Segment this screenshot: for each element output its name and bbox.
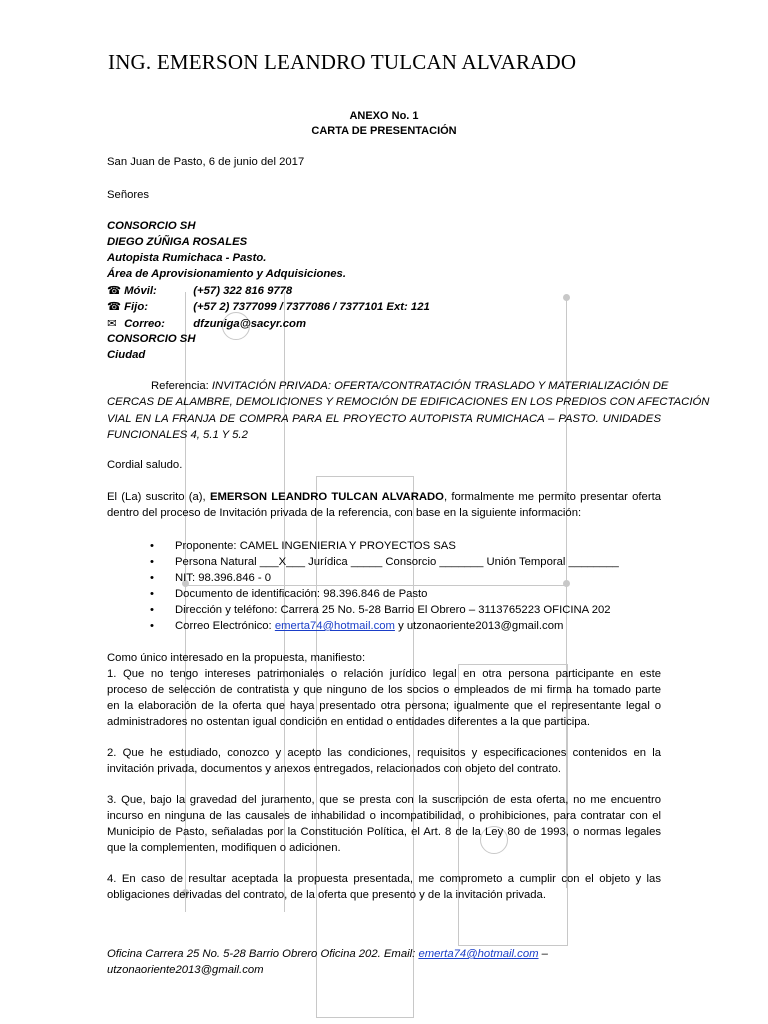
annex-title: CARTA DE PRESENTACIÓN [311, 125, 457, 137]
bullet-dot: • [150, 604, 154, 616]
paragraph-line: administradores no ostentan igual condición en entidad o entidades diferentes a la que participa. [107, 716, 590, 728]
recipient-person: DIEGO ZÚÑIGA ROSALES [107, 236, 248, 248]
phone-icon: ☎ [107, 285, 122, 297]
mobile-label: Móvil: [124, 285, 157, 297]
paragraph-line: 4. En caso de resultar aceptada la propuesta presentada, me comprometo a cumplir con el objeto y las [107, 873, 661, 885]
intro-line: dentro del proceso de Invitación privada de la referencia, con base en la siguiente información: [107, 507, 582, 519]
email-value: dfzuniga@sacyr.com [193, 318, 307, 330]
email-label: Correo: [124, 318, 165, 330]
statement-intro: Como único interesado en la propuesta, manifiesto: [107, 652, 366, 664]
list-item: Documento de identificación: 98.396.846 de Pasto [175, 588, 428, 600]
paragraph-line: en la elaboración de la oferta que haya presentado otra persona; igualmente que el representante legal o [107, 700, 661, 712]
bullet-dot: • [150, 620, 154, 632]
phone-icon: ☎ [107, 301, 122, 313]
footer-line-2: utzonaoriente2013@gmail.com [107, 964, 264, 976]
bullet-dot: • [150, 556, 154, 568]
footer-email-link[interactable]: emerta74@hotmail.com [418, 948, 539, 960]
proponent-name: EMERSON LEANDRO TULCAN ALVARADO [209, 491, 444, 503]
list-item: Correo Electrónico: emerta74@hotmail.com y utzonaoriente2013@gmail.com [175, 620, 564, 632]
watermark-dot [563, 294, 570, 301]
bullet-dot: • [150, 540, 154, 552]
paragraph-line: invitación privada, documentos y anexos entregados, relacionados con objeto del contrato. [107, 763, 562, 775]
list-item: Persona Natural ___X___ Jurídica _____ Consorcio _______ Unión Temporal ________ [175, 556, 619, 568]
reference-label: Referencia: [151, 380, 209, 392]
recipient-company: CONSORCIO SH [107, 220, 196, 232]
reference-line: CERCAS DE ALAMBRE, DEMOLICIONES Y REMOCIÓN DE EDIFICACIONES EN LOS PREDIOS CON AFECTACIÓN [107, 396, 710, 408]
reference-line: Referencia: INVITACIÓN PRIVADA: OFERTA/CONTRATACIÓN TRASLADO Y MATERIALIZACIÓN DE [151, 380, 669, 392]
paragraph-line: que la complementen, modifiquen o adicionen. [107, 842, 341, 854]
watermark-line [185, 585, 567, 586]
envelope-icon: ✉ [107, 318, 117, 330]
recipient-email [107, 317, 306, 330]
email-link[interactable]: emerta74@hotmail.com [274, 620, 395, 632]
recipient-fixed [107, 300, 430, 313]
fixed-label: Fijo: [124, 301, 148, 313]
watermark-dot [563, 580, 570, 587]
recipient-area: Área de Aprovisionamiento y Adquisiciones. [107, 268, 346, 280]
recipient-road: Autopista Rumichaca - Pasto. [107, 252, 267, 264]
date-line: San Juan de Pasto, 6 de junio del 2017 [107, 156, 305, 168]
bullet-dot: • [150, 572, 154, 584]
list-item: Proponente: CAMEL INGENIERIA Y PROYECTOS SAS [175, 540, 456, 552]
paragraph-line: incurso en ninguna de las causales de inhabilidad o incompatibilidad, o prohibiciones, para contratar con el [107, 810, 661, 822]
salutation: Señores [107, 189, 150, 201]
recipient-company-2: CONSORCIO SH [107, 333, 196, 345]
mobile-value: (+57) 322 816 9778 [193, 285, 293, 297]
paragraph-line: 2. Que he estudiado, conozco y acepto las condiciones, requisitos y especificaciones contenidos en la [107, 747, 661, 759]
footer-text: Oficina Carrera 25 No. 5-28 Barrio Obrero Oficina 202. Email: [107, 948, 416, 960]
greeting: Cordial saludo. [107, 459, 183, 471]
intro-line: El (La) suscrito (a), EMERSON LEANDRO TULCAN ALVARADO, formalmente me permito presentar oferta [107, 491, 661, 503]
bullet-dot: • [150, 588, 154, 600]
letterhead-name: ING. EMERSON LEANDRO TULCAN ALVARADO [108, 50, 577, 74]
fixed-value: (+57 2) 7377099 / 7377086 / 7377101 Ext: 121 [193, 301, 430, 313]
paragraph-line: 1. Que no tengo intereses patrimoniales o relación jurídico legal en otra persona participante en este [107, 668, 661, 680]
paragraph-line: proceso de selección de contratista y que ninguno de los socios o empleados de mi firma ha tomado parte [107, 684, 661, 696]
paragraph-line: 3. Que, bajo la gravedad del juramento, que se presta con la suscripción de esta oferta, no me encuentro [107, 794, 661, 806]
recipient-mobile [107, 284, 292, 297]
paragraph-line: obligaciones derivadas del contrato, de la oferta que presento y de la invitación privada. [107, 889, 546, 901]
reference-line: VIAL EN LA FRANJA DE COMPRA PARA EL PROYECTO AUTOPISTA RUMICHACA – PASTO. UNIDADES [107, 413, 661, 425]
recipient-city: Ciudad [107, 349, 146, 361]
footer-line: Oficina Carrera 25 No. 5-28 Barrio Obrero Oficina 202. Email: emerta74@hotmail.com – [107, 948, 548, 960]
list-item: NIT: 98.396.846 - 0 [175, 572, 272, 584]
paragraph-line: Municipio de Pasto, señaladas por la Constitución Política, el Art. 8 de la Ley 80 de 1993, o normas legales [107, 826, 661, 838]
annex-number: ANEXO No. 1 [349, 110, 419, 122]
list-item: Dirección y teléfono: Carrera 25 No. 5-28 Barrio El Obrero – 3113765223 OFICINA 202 [175, 604, 611, 616]
reference-line: FUNCIONALES 4, 5.1 Y 5.2 [107, 429, 248, 441]
